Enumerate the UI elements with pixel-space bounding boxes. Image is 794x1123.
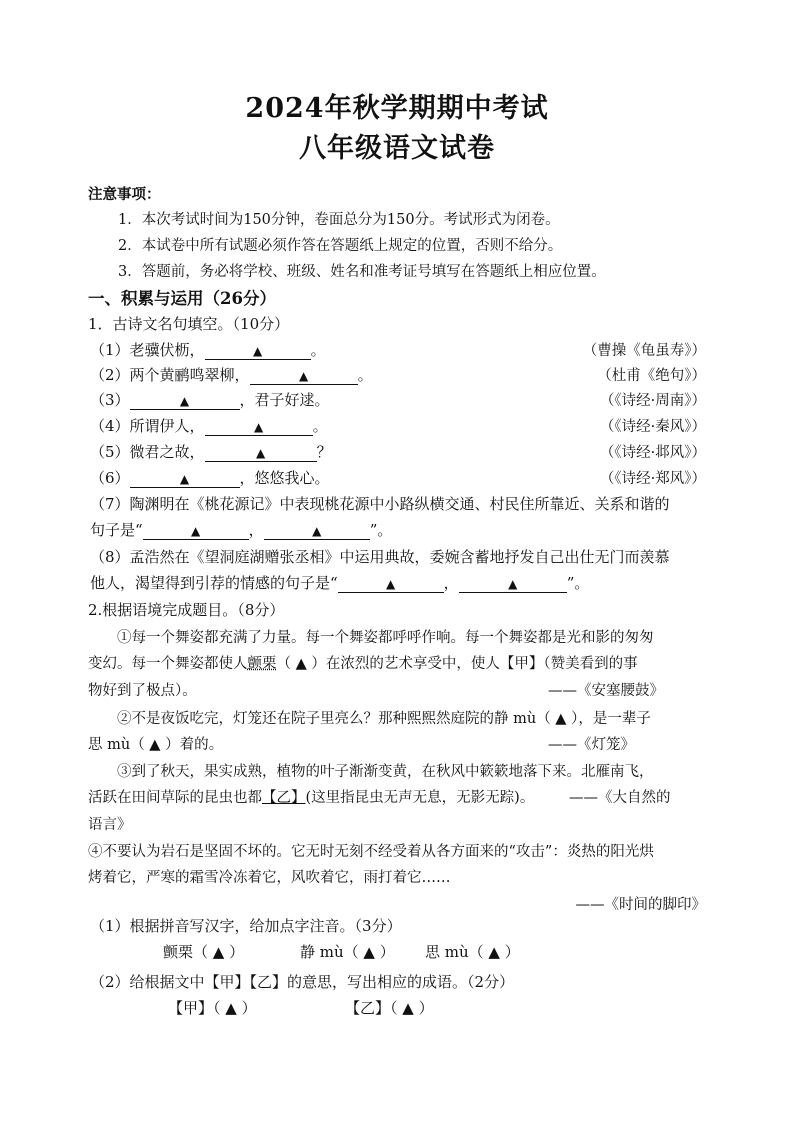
sub2-answer-b[interactable]: 【乙】（ ▲ ） xyxy=(345,999,434,1017)
answer-marker: ▲ xyxy=(253,420,264,434)
item-number: （4） xyxy=(90,417,130,435)
item-text: 他人，渴望得到引荐的情感的句子是“ xyxy=(90,574,338,592)
answer-blank[interactable] xyxy=(130,392,240,410)
q1-item-8-line1: （8）孟浩然在《望洞庭湖赠张丞相》中运用典故，委婉含蓄地抒发自己出仕无门而羡慕 xyxy=(90,548,670,566)
sub1-answer-b[interactable]: 静 mù（ ▲ ） xyxy=(300,943,395,961)
answer-marker: ▲ xyxy=(255,446,266,460)
item-text: ， xyxy=(248,521,264,539)
answer-blank[interactable] xyxy=(250,367,358,385)
answer-marker: ▲ xyxy=(298,369,309,383)
answer-blank[interactable] xyxy=(338,575,444,593)
item-number: （1） xyxy=(90,341,130,359)
passage-3-line2 xyxy=(88,786,534,807)
passage-text: (这里指昆虫无声无息，无影无踪)。 xyxy=(305,790,535,806)
q1-item-1 xyxy=(90,339,326,360)
answer-marker: ▲ xyxy=(191,524,201,538)
answer-marker: ▲ xyxy=(386,577,396,591)
q1-item-4 xyxy=(90,415,328,436)
answer-blank[interactable] xyxy=(143,522,249,540)
item-text: ，君子好逑。 xyxy=(239,391,330,409)
answer-blank[interactable] xyxy=(130,470,240,488)
passage-text: 变幻。每一个舞姿都使人 xyxy=(88,656,248,672)
passage-1-source: ——《安塞腰鼓》 xyxy=(548,683,664,699)
item-text: 两个黄鹂鸣翠柳， xyxy=(129,366,250,384)
dotted-word: 颤栗 xyxy=(247,656,277,672)
question-1-stem: 1．古诗文名句填空。（10分） xyxy=(88,315,290,333)
passage-4-line1: ④不要认为岩石是坚固不坏的。它无时无刻不经受着从各方面来的“攻击”：炎热的阳光烘 xyxy=(88,844,654,860)
item-text: 。 xyxy=(357,366,373,384)
passage-3-line3: 语言》 xyxy=(88,817,132,833)
item-text: ”。 xyxy=(566,574,590,592)
q1-item-2-source: （杜甫《绝句》） xyxy=(597,368,706,384)
item-text: ”。 xyxy=(369,521,393,539)
sub-question-1-stem: （1）根据拼音写汉字，给加点字注音。（3分） xyxy=(90,917,402,935)
item-text: ，悠悠我心。 xyxy=(239,469,330,487)
passage-1-line1: ①每一个舞姿都充满了力量。每一个舞姿都呼呼作响。每一个舞姿都是光和影的匆匆 xyxy=(117,630,654,646)
item-text: 。 xyxy=(312,417,328,435)
q1-item-5 xyxy=(90,441,332,462)
item-text: 句子是“ xyxy=(90,521,143,539)
exam-subtitle: 八年级语文试卷 xyxy=(299,133,495,164)
q1-item-8-line2 xyxy=(90,572,589,593)
notice-item-3: 3．答题前，务必将学校、班级、姓名和准考证号填写在答题纸上相应位置。 xyxy=(118,264,606,280)
q1-item-1-source: （曹操《龟虽寿》） xyxy=(582,343,706,359)
passage-4-source: ——《时间的脚印》 xyxy=(575,897,706,913)
passage-4-line2: 烤着它，严寒的霜雪冷冻着它，风吹着它，雨打着它…… xyxy=(88,870,451,886)
passage-2-line1: ②不是夜饭吃完，灯笼还在院子里亮么？那种熙熙然庭院的静 mù（ ▲ ），是一辈子 xyxy=(117,711,651,727)
item-number: （2） xyxy=(90,366,130,384)
answer-marker: ▲ xyxy=(312,524,322,538)
item-text: 所谓伊人， xyxy=(129,417,205,435)
passage-1-line3: 物好到了极点）。 xyxy=(88,683,197,699)
item-text: 老骥伏枥， xyxy=(129,341,205,359)
q1-item-3 xyxy=(90,389,330,410)
passage-text: （赞美看到的事 xyxy=(543,656,638,672)
answer-blank[interactable] xyxy=(264,522,370,540)
answer-blank[interactable] xyxy=(459,575,567,593)
item-text: ， xyxy=(443,574,459,592)
q1-item-6 xyxy=(90,467,330,488)
passage-3-source: ——《大自然的 xyxy=(569,790,671,806)
answer-blank[interactable] xyxy=(205,418,313,436)
item-number: （6） xyxy=(90,469,130,487)
q1-item-6-source: （《诗经·郑风》） xyxy=(599,471,706,487)
passage-2-source: ——《灯笼》 xyxy=(548,737,635,753)
notice-heading: 注意事项： xyxy=(88,186,161,203)
notice-item-2: 2．本试卷中所有试题必须作答在答题纸上规定的位置，否则不给分。 xyxy=(118,238,563,254)
notice-item-1: 1．本次考试时间为150分钟，卷面总分为150分。考试形式为闭卷。 xyxy=(118,212,560,228)
section-heading: 一、积累与运用（26分） xyxy=(88,289,276,308)
answer-marker: ▲ xyxy=(179,472,190,486)
q1-item-2 xyxy=(90,364,373,385)
passage-text: （ ▲ ）在浓烈的艺术享受中，使人 xyxy=(276,656,500,672)
sub1-answer-c[interactable]: 思 mù（ ▲ ） xyxy=(425,943,520,961)
sub-question-2-stem: （2）给根据文中【甲】【乙】的意思，写出相应的成语。（2分） xyxy=(90,973,515,991)
q1-item-7-line2 xyxy=(90,519,392,540)
answer-blank[interactable] xyxy=(205,342,311,360)
passage-2-line2: 思 mù（ ▲ ）着的。 xyxy=(88,737,224,753)
exam-title: 2024年秋学期期中考试 xyxy=(245,93,549,124)
sub1-answer-a[interactable]: 颤栗（ ▲ ） xyxy=(163,943,245,961)
item-text: 微君之故， xyxy=(129,443,205,461)
q1-item-4-source: （《诗经·秦风》） xyxy=(599,419,706,435)
item-text: ？ xyxy=(316,443,332,461)
q1-item-5-source: （《诗经·邶风》） xyxy=(599,445,706,461)
answer-marker: ▲ xyxy=(508,577,518,591)
q1-item-7-line1: （7）陶渊明在《桃花源记》中表现桃花源中小路纵横交通、村民住所靠近、关系和谐的 xyxy=(90,495,670,513)
question-2-stem: 2.根据语境完成题目。（8分） xyxy=(88,601,285,619)
tag-jia: 【甲】 xyxy=(499,656,544,672)
tag-yi: 【乙】 xyxy=(262,790,306,806)
answer-blank[interactable] xyxy=(205,444,317,462)
answer-marker: ▲ xyxy=(252,344,263,358)
passage-text: 活跃在田间草际的昆虫也都 xyxy=(88,790,262,806)
sub2-answer-a[interactable]: 【甲】（ ▲ ） xyxy=(168,999,257,1017)
item-number: （3） xyxy=(90,391,130,409)
answer-marker: ▲ xyxy=(179,394,190,408)
passage-1-line2 xyxy=(88,652,638,673)
item-number: （5） xyxy=(90,443,130,461)
passage-3-line1: ③到了秋天，果实成熟，植物的叶子渐渐变黄，在秋风中簌簌地落下来。北雁南飞， xyxy=(117,764,654,780)
q1-item-3-source: （《诗经·周南》） xyxy=(599,393,706,409)
item-text: 。 xyxy=(310,341,326,359)
